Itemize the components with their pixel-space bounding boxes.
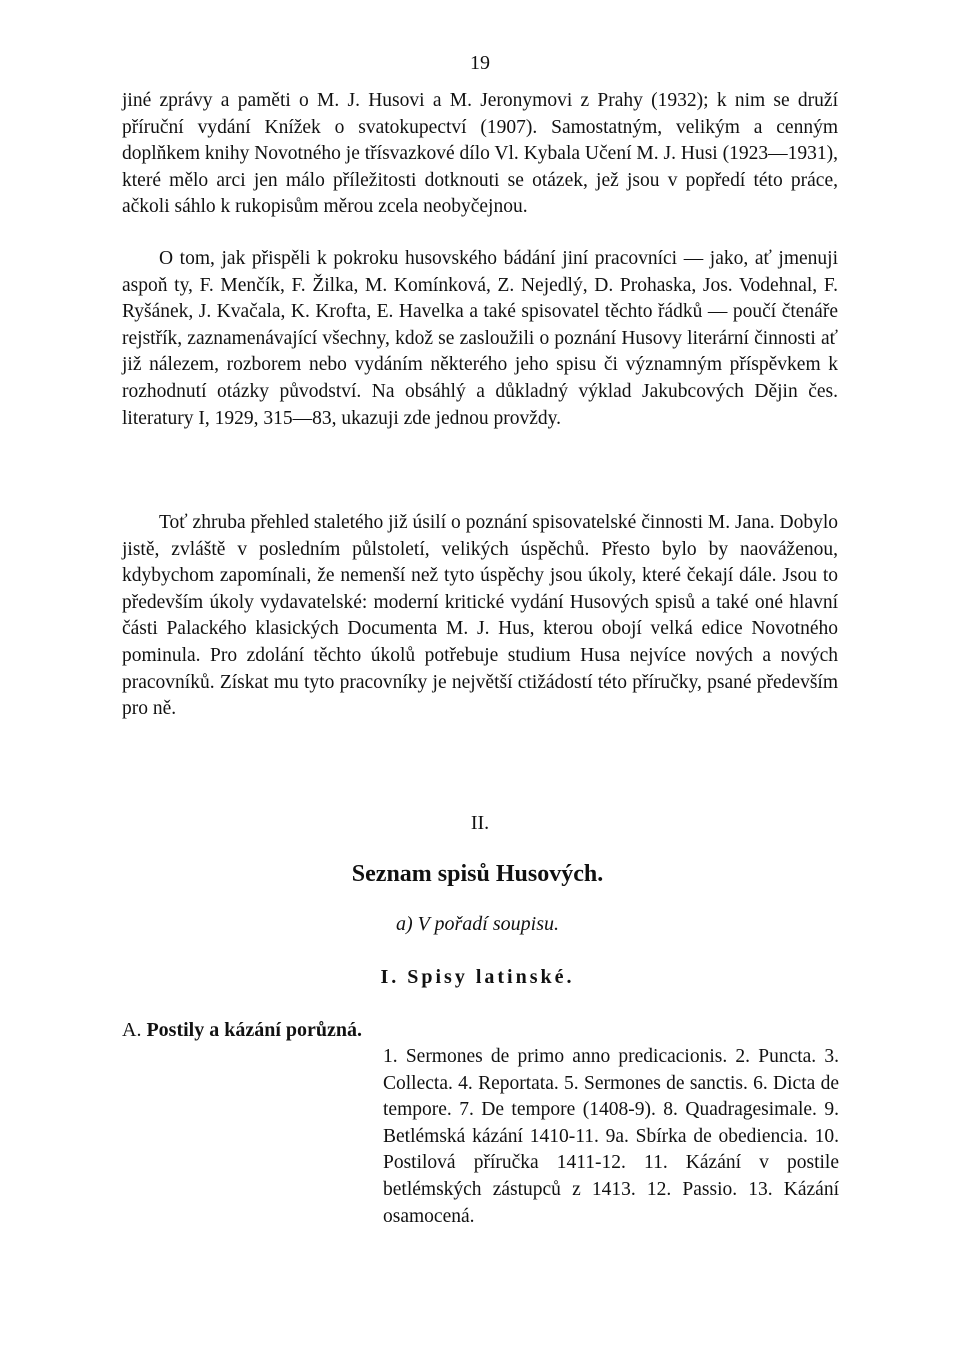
item-letter: A. <box>122 1019 142 1041</box>
section-title: Seznam spisů Husových. <box>351 861 604 887</box>
section-subtitle: a) V pořadí soupisu. <box>396 913 559 935</box>
body-paragraph: jiné zprávy a paměti o M. J. Husovi a M. Jeronymovi z Prahy (1932); k nim se druží příruční vydání Knížek o svatokupectví (1907). Samostatným, velikým a cenným doplňkem knihy Novotného je třísvazkové dílo Vl. Kybala Učení M. J. Husi (1923—1931), které mělo arci jen málo příležitosti dotknouti se otázek, jež jsou v popředí této práce, ačkoli sáhlo k rukopisům měrou zcela neobyčejnou. <box>122 90 838 218</box>
item-list: 1. Sermones de primo anno predicacionis. 2. Puncta. 3. Collecta. 4. Reportata. 5. Sermones de sanctis. 6. Dicta de tempore. 7. De tempore (1408-9). 8. Quadragesimale. 9. Betlémská kázání 1410-11. 9a. Sbírka de obediencia. 10. Postilová příručka 1411-12. 11. Kázání v postile betlémských zástupců z 1413. 12. Passio. 13. Kázání osamocená. <box>383 1046 839 1227</box>
section-number: II. <box>470 812 490 834</box>
page-number: 19 <box>470 52 490 74</box>
item-heading <box>122 1019 362 1042</box>
item-title: Postily a kázání porůzná. <box>146 1019 363 1041</box>
part-heading: I. Spisy latinské. <box>380 966 575 988</box>
body-paragraph: Toť zhruba přehled staletého již úsilí o poznání spisovatelské činnosti M. Jana. Dobylo jistě, zvláště v posledním půlstoletí, velikých úspěchů. Přesto bylo by naováženou, kdybychom zapomínali, že nemenší než tyto úspěchy jsou úkoly, které čekají dále. Jsou to především úkoly vydavatelské: moderní kritické vydání Husových spisů a také oné hlavní části Palackého klasických Documenta M. J. Hus, kterou obojí velká edice Novotného pominula. Pro zdolání těchto úkolů potřebuje studium Husa nejvíce nových a nových pracovníků. Získat mu tyto pracovníky je největší ctižádostí této příručky, psané především pro ně. <box>122 512 838 720</box>
body-paragraph: O tom, jak přispěli k pokroku husovského bádání jiní pracovníci — jako, ať jmenuji aspoň ty, F. Menčík, F. Žilka, M. Komínková, Z. Nejedlý, D. Prohaska, Jos. Vodehnal, F. Ryšánek, J. Kvačala, K. Krofta, E. Havelka a také spisovatel těchto řádků — poučí čtenáře rejstřík, zaznamenávající všechny, kdož se zasloužili o poznání Husovy literární činnosti ať již nálezem, rozborem nebo vydáním některého jeho spisu či významným příspěvkem k rozhodnutí otázky původství. Na obsáhlý a důkladný výklad Jakubcových Dějin čes. literatury I, 1929, 315—83, ukazuji zde jednou provždy. <box>122 248 838 429</box>
